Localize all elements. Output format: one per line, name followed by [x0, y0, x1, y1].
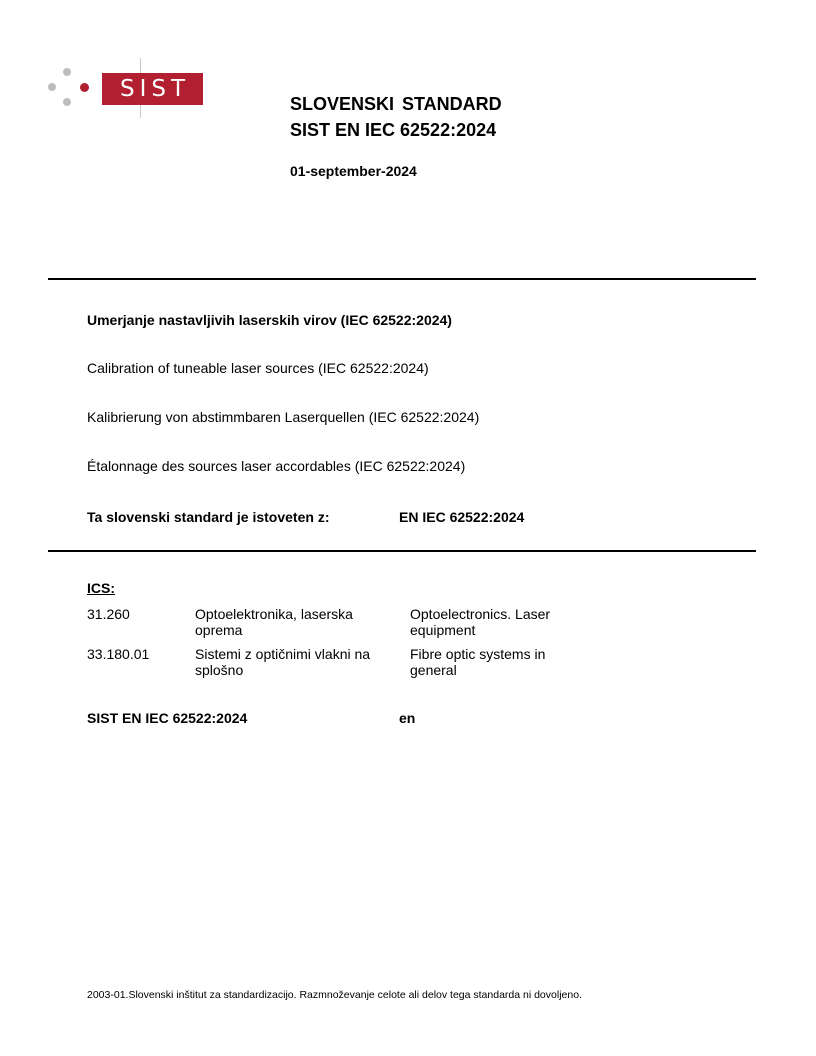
- document-id: SIST EN IEC 62522:2024: [87, 710, 248, 726]
- copyright-footer: 2003-01.Slovenski inštitut za standardizacijo. Razmnoževanje celote ali delov tega standarda ni dovoljeno.: [87, 989, 582, 1001]
- top-divider: [48, 278, 756, 280]
- ics-desc-sl: Sistemi z optičnimi vlakni na splošno: [195, 646, 371, 678]
- identical-label: Ta slovenski standard je istoveten z:: [87, 509, 330, 525]
- ics-title: ICS:: [87, 580, 115, 596]
- title-slovenian: Umerjanje nastavljivih laserskih virov (IEC 62522:2024): [87, 312, 452, 328]
- ics-desc-en: Optoelectronics. Laser equipment: [410, 606, 551, 638]
- title-french: Étalonnage des sources laser accordables (IEC 62522:2024): [87, 458, 466, 474]
- standard-type-heading: SLOVENSKI STANDARD: [290, 94, 502, 114]
- bottom-divider: [48, 550, 756, 552]
- ics-code: 33.180.01: [87, 646, 150, 662]
- ics-desc-sl: Optoelektronika, laserska oprema: [195, 606, 353, 638]
- ics-desc-en: Fibre optic systems in general: [410, 646, 546, 678]
- identical-value: EN IEC 62522:2024: [399, 509, 525, 525]
- ics-code: 31.260: [87, 606, 130, 622]
- logo-text: SIST: [119, 76, 191, 102]
- standard-id-heading: SIST EN IEC 62522:2024: [290, 120, 497, 140]
- logo-box: [102, 73, 203, 105]
- logo-dot-left: [48, 83, 56, 91]
- logo-dot-top: [63, 68, 71, 76]
- logo-dot-center: [80, 83, 89, 92]
- document-language: en: [399, 710, 416, 726]
- title-english: Calibration of tuneable laser sources (IEC 62522:2024): [87, 360, 429, 376]
- logo-dot-bottom: [63, 98, 71, 106]
- title-german: Kalibrierung von abstimmbaren Laserquellen (IEC 62522:2024): [87, 409, 480, 425]
- publication-date: 01-september-2024: [290, 163, 417, 179]
